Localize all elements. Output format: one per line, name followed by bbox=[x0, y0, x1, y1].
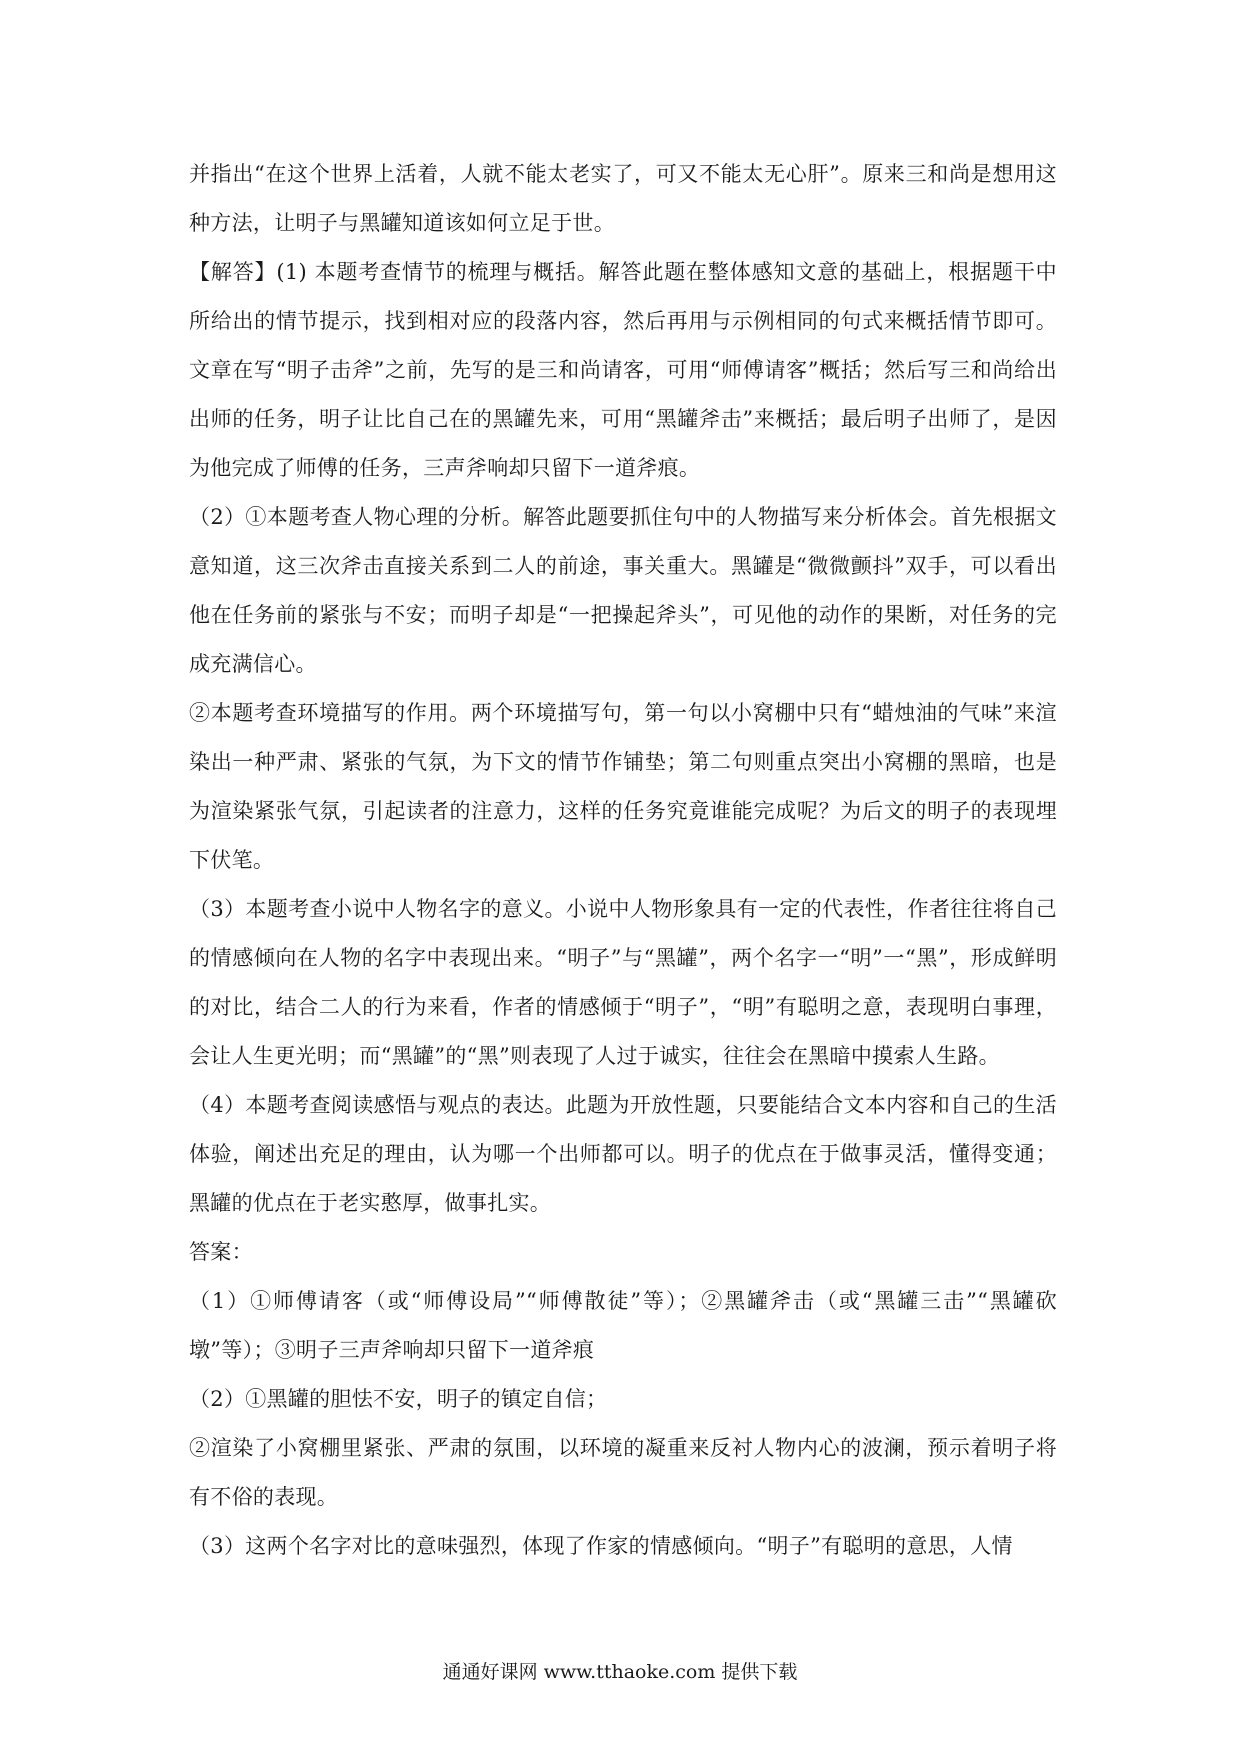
paragraph-answer-analysis-1: 【解答】(1) 本题考查情节的梳理与概括。解答此题在整体感知文意的基础上，根据题干中所给出的情节提示，找到相对应的段落内容，然后再用与示例相同的句式来概括情节即可。文章在写“明子击斧”之前，先写的是三和尚请客，可用“师傅请客”概括；然后写三和尚给出出师的任务，明子让比自己在的黑罐先来，可用“黑罐斧击”来概括；最后明子出师了，是因为他完成了师傅的任务，三声斧响却只留下一道斧痕。 bbox=[189, 260, 1057, 480]
page-footer: 通通好课网 www.tthaoke.com 提供下载 bbox=[442, 1661, 798, 1683]
document-body bbox=[189, 150, 1057, 1571]
paragraph-analysis-4: （4）本题考查阅读感悟与观点的表达。此题为开放性题，只要能结合文本内容和自己的生活体验，阐述出充足的理由，认为哪一个出师都可以。明子的优点在于做事灵活，懂得变通；黑罐的优点在于老实憨厚，做事扎实。 bbox=[189, 1093, 1057, 1215]
answer-1: （1）①师傅请客（或“师傅设局”“师傅散徒”等）；②黑罐斧击（或“黑罐三击”“黑罐砍墩”等）；③明子三声斧响却只留下一道斧痕 bbox=[189, 1289, 1057, 1362]
answer-3: （3）这两个名字对比的意味强烈，体现了作家的情感倾向。“明子”有聪明的意思，人情 bbox=[189, 1534, 1013, 1558]
answer-2-2: ②渲染了小窝棚里紧张、严肃的氛围，以环境的凝重来反衬人物内心的波澜，预示着明子将有不俗的表现。 bbox=[189, 1436, 1057, 1509]
paragraph-intro-continuation: 并指出“在这个世界上活着，人就不能太老实了，可又不能太无心肝”。原来三和尚是想用这种方法，让明子与黑罐知道该如何立足于世。 bbox=[189, 162, 1057, 235]
paragraph-analysis-3: （3）本题考查小说中人物名字的意义。小说中人物形象具有一定的代表性，作者往往将自己的情感倾向在人物的名字中表现出来。“明子”与“黑罐”，两个名字一“明”一“黑”，形成鲜明的对比，结合二人的行为来看，作者的情感倾于“明子”，“明”有聪明之意，表现明白事理，会让人生更光明；而“黑罐”的“黑”则表现了人过于诚实，往往会在黑暗中摸索人生路。 bbox=[189, 897, 1057, 1068]
answer-heading: 答案： bbox=[189, 1240, 253, 1264]
answer-2-1: （2）①黑罐的胆怯不安，明子的镇定自信； bbox=[189, 1387, 608, 1411]
paragraph-analysis-2-1: （2）①本题考查人物心理的分析。解答此题要抓住句中的人物描写来分析体会。首先根据文意知道，这三次斧击直接关系到二人的前途，事关重大。黑罐是“微微颤抖”双手，可以看出他在任务前的紧张与不安；而明子却是“一把操起斧头”，可见他的动作的果断，对任务的完成充满信心。 bbox=[189, 505, 1057, 676]
paragraph-analysis-2-2: ②本题考查环境描写的作用。两个环境描写句，第一句以小窝棚中只有“蜡烛油的气味”来渲染出一种严肃、紧张的气氛，为下文的情节作铺垫；第二句则重点突出小窝棚的黑暗，也是为渲染紧张气氛，引起读者的注意力，这样的任务究竟谁能完成呢？为后文的明子的表现埋下伏笔。 bbox=[189, 701, 1057, 872]
